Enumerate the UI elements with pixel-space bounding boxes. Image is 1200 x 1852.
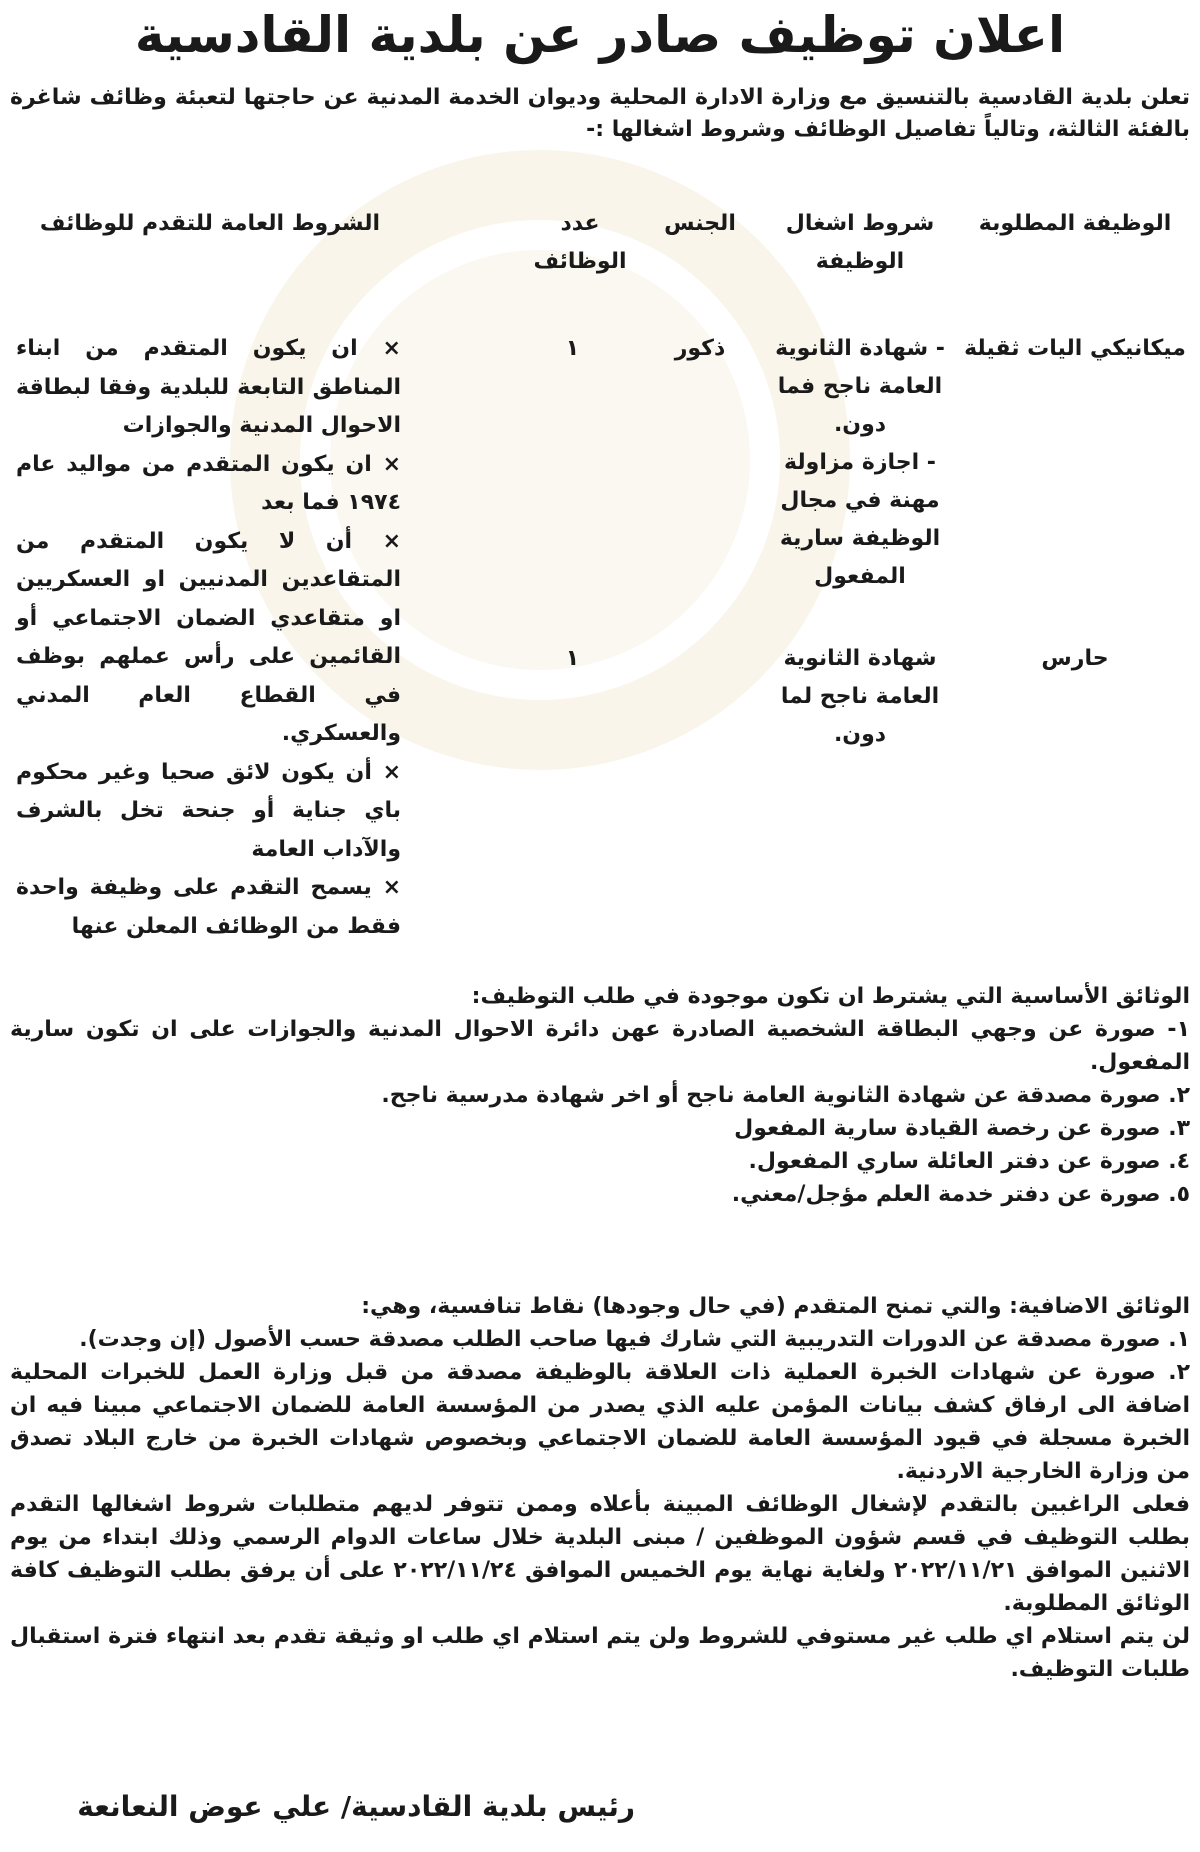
basic-documents-heading: الوثائق الأساسية التي يشترط ان تكون موجودة في طلب التوظيف: <box>471 984 1190 1009</box>
row1-count: ١ <box>565 336 580 361</box>
general-conditions-list <box>16 330 401 946</box>
general-condition-item: × أن لا يكون المتقدم من المتقاعدين المدنيين او العسكريين او متقاعدي الضمان الاجتماعي أو القائمين على رأس عملهم بوظف في القطاع العام المدني والعسكري. <box>16 528 401 746</box>
basic-document-item: ٢. صورة مصدقة عن شهادة الثانوية العامة ناجح أو اخر شهادة مدرسية ناجح. <box>381 1083 1190 1108</box>
general-condition-item: × يسمح التقدم على وظيفة واحدة فقط من الوظائف المعلن عنها <box>16 875 401 939</box>
notice-paragraph: لن يتم استلام اي طلب غير مستوفي للشروط ولن يتم استلام اي طلب او وثيقة تقدم بعد انتهاء فترة استقبال طلبات التوظيف. <box>10 1624 1190 1682</box>
header-requirements: شروط اشغال الوظيفة <box>785 211 935 274</box>
extra-document-item: ٢. صورة عن شهادات الخبرة العملية ذات العلاقة بالوظيفة مصدقة من قبل وزارة العمل للخبرات المحلية اضافة الى ارفاق كشف بيانات المؤمن عليه الذي يصدر من المؤسسة العامة للضمان الاجتماعي مبينا فيه ان الخبرة مسجلة في قيود المؤسسة العامة للضمان الاجتماعي وبخصوص شهادات الخبرة من خارج البلاد تصدق من وزارة الخارجية الاردنية. <box>10 1360 1190 1484</box>
header-job: الوظيفة المطلوبة <box>978 211 1172 236</box>
general-condition-item: × أن يكون لائق صحيا وغير محكوم باي جناية أو جنحة تخل بالشرف والآداب العامة <box>16 759 401 862</box>
application-paragraph: فعلى الراغبين بالتقدم لإشغال الوظائف المبينة بأعلاه وممن تتوفر لديهم متطلبات شروط اشغالها التقدم بطلب التوظيف في قسم شؤون الموظفين / مبنى البلدية خلال ساعات الدوام الرسمي وذلك ابتداء من يوم الاثنين الموافق ٢٠٢٢/١١/٢١ ولغاية نهاية يوم الخميس الموافق ٢٠٢٢/١١/٢٤ على أن يرفق بطلب التوظيف كافة الوثائق المطلوبة. <box>10 1492 1190 1616</box>
row2-job: حارس <box>1041 646 1109 671</box>
basic-document-item: ٤. صورة عن دفتر العائلة ساري المفعول. <box>748 1149 1190 1174</box>
basic-document-item: ٣. صورة عن رخصة القيادة سارية المفعول <box>734 1116 1190 1141</box>
row1-requirements: - شهادة الثانوية العامة ناجح فما دون. - اجازة مزاولة مهنة في مجال الوظيفة سارية المفعول <box>775 336 945 589</box>
row2-count: ١ <box>565 646 580 671</box>
intro-paragraph: تعلن بلدية القادسية بالتنسيق مع وزارة الادارة المحلية وديوان الخدمة المدنية عن حاجتها لتعبئة وظائف شاغرة بالفئة الثالثة، وتالياً تفاصيل الوظائف وشروط اشغالها :- <box>10 85 1190 142</box>
extra-documents-section <box>10 1290 1190 1686</box>
signature-line: رئيس بلدية القادسية/ علي عوض النعانعة <box>77 1790 635 1823</box>
header-count: عدد الوظائف <box>533 211 627 274</box>
row1-job: ميكانيكي اليات ثقيلة <box>964 336 1186 361</box>
general-condition-item: × ان يكون المتقدم من مواليد عام ١٩٧٤ فما بعد <box>16 451 401 515</box>
extra-document-item: ١. صورة مصدقة عن الدورات التدريبية التي شارك فيها صاحب الطلب مصدقة حسب الأصول (إن وجدت). <box>79 1327 1190 1352</box>
header-general-conditions: الشروط العامة للتقدم للوظائف <box>39 211 381 236</box>
page-title: اعلان توظيف صادر عن بلدية القادسية <box>134 6 1066 64</box>
basic-documents-section <box>10 980 1190 1211</box>
extra-documents-heading: الوثائق الاضافية: والتي تمنح المتقدم (في حال وجودها) نقاط تنافسية، وهي: <box>361 1294 1190 1319</box>
general-condition-item: × ان يكون المتقدم من ابناء المناطق التابعة للبلدية وفقا لبطاقة الاحوال المدنية والجوازات <box>16 336 401 438</box>
header-gender: الجنس <box>664 211 736 236</box>
row1-gender: ذكور <box>674 336 726 361</box>
basic-document-item: ١- صورة عن وجهي البطاقة الشخصية الصادرة عهن دائرة الاحوال المدنية والجوازات على ان تكون سارية المفعول. <box>10 1017 1190 1075</box>
basic-document-item: ٥. صورة عن دفتر خدمة العلم مؤجل/معني. <box>731 1182 1190 1207</box>
row2-requirements: شهادة الثانوية العامة ناجح لما دون. <box>780 646 940 747</box>
